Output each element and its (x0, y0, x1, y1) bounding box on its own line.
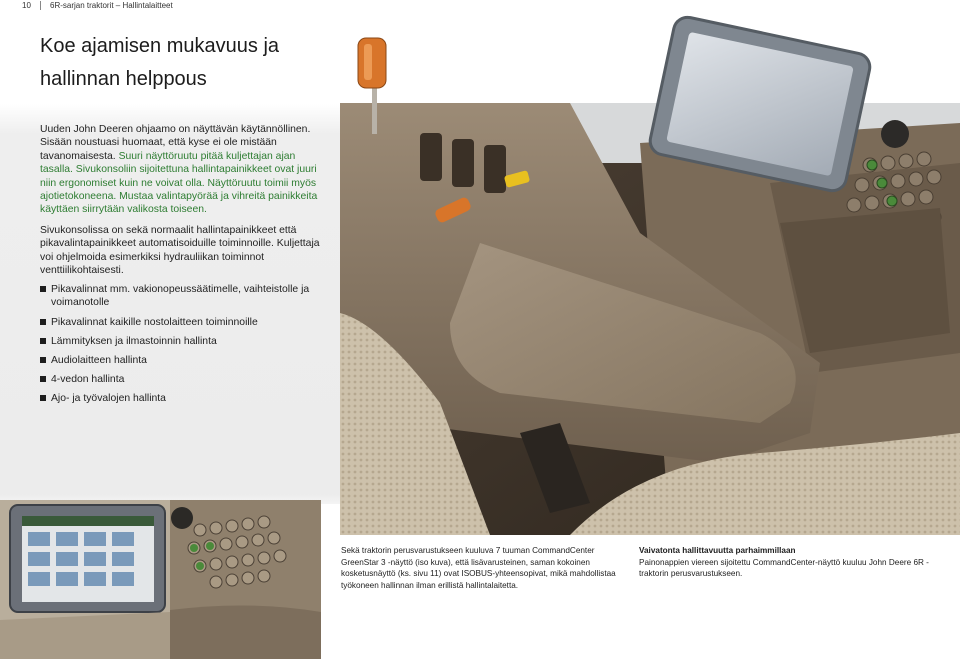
page-headline (40, 30, 330, 96)
list-item-text: Lämmityksen ja ilmastoinnin hallinta (51, 335, 217, 347)
bullet-square-icon (40, 357, 46, 363)
list-item-text: 4-vedon hallinta (51, 374, 125, 386)
cab-console-photo-top (340, 14, 960, 103)
list-item-text: Audiolaitteen hallinta (51, 355, 147, 367)
header-title: 6R-sarjan traktorit – Hallintalaitteet (50, 1, 173, 10)
bullet-square-icon (40, 286, 46, 292)
list-item-text: Pikavalinnat kaikille nostolaitteen toiminnoille (51, 316, 258, 328)
bullet-square-icon (40, 376, 46, 382)
list-item-text: Pikavalinnat mm. vakionopeussäätimelle, vaihteistolle ja voimanotolle (51, 284, 310, 309)
cab-console-photo (340, 103, 960, 535)
bullet-square-icon (40, 319, 46, 325)
header-divider (40, 1, 41, 10)
list-item (40, 335, 330, 348)
touchscreen-keypad-photo (0, 500, 321, 659)
touchscreen-illustration (0, 500, 321, 659)
caption-left: Sekä traktorin perusvarustukseen kuuluva 7 tuuman CommandCenter GreenStar 3 -näyttö (iso kuva), että lisävarusteinen, saman kokoinen kosketusnäyttö (ks. sivu 11) ovat ISOBUS-yhteensopivat, mikä mahdollistaa työkoneen hallinnan ilman erillistä hallintalaitetta. (341, 546, 616, 590)
caption-right-title: Vaivatonta hallittavuutta parhaimmillaan (639, 546, 796, 555)
feature-list (40, 283, 330, 412)
bullet-square-icon (40, 338, 46, 344)
list-item (40, 373, 330, 386)
bullet-square-icon (40, 395, 46, 401)
headline-line-2: hallinnan helppous (40, 68, 207, 90)
caption-right (639, 545, 929, 580)
intro-text: Uuden John Deeren ohjaamo on näyttävän käytännöllinen. Sisään noustuasi huomaat, että kyse ei ole mistään tavanomaisesta. (40, 124, 311, 162)
list-item (40, 283, 330, 310)
list-item-text: Ajo- ja työvalojen hallinta (51, 393, 166, 405)
intro-highlight-text: Suuri näyttöruutu pitää kuljettajan ajan tasalla. Sivukonsoliin sijoitettuna hallintapainikkeet ovat juuri niin ergonomiset kuin ne voivat olla. Näyttöruutu toimii myös ajotietokoneena. Mustaa valintapyörää ja vihreitä painikkeita käyttäen siirrytään valikosta toiseen. (40, 150, 318, 216)
body-paragraph: Sivukonsolissa on sekä normaalit hallintapainikkeet että pikavalintapainikkeet automatisoiduille toiminnoille. Kuljettaja voi ohjelmoida esimerkiksi hydrauliikan toiminnot venttiilikohtaisesti. (40, 225, 320, 277)
headline-line-1: Koe ajamisen mukavuus ja (40, 35, 280, 57)
list-item (40, 316, 330, 329)
intro-paragraph (40, 123, 330, 217)
caption-right-body: Painonappien viereen sijoitettu CommandCenter-näyttö kuuluu John Deere 6R -traktorin perusvarustukseen. (639, 557, 929, 579)
page-number: 10 (22, 1, 31, 10)
page-header (0, 0, 960, 14)
cab-console-illustration (340, 103, 960, 535)
list-item (40, 392, 330, 405)
list-item (40, 354, 330, 367)
